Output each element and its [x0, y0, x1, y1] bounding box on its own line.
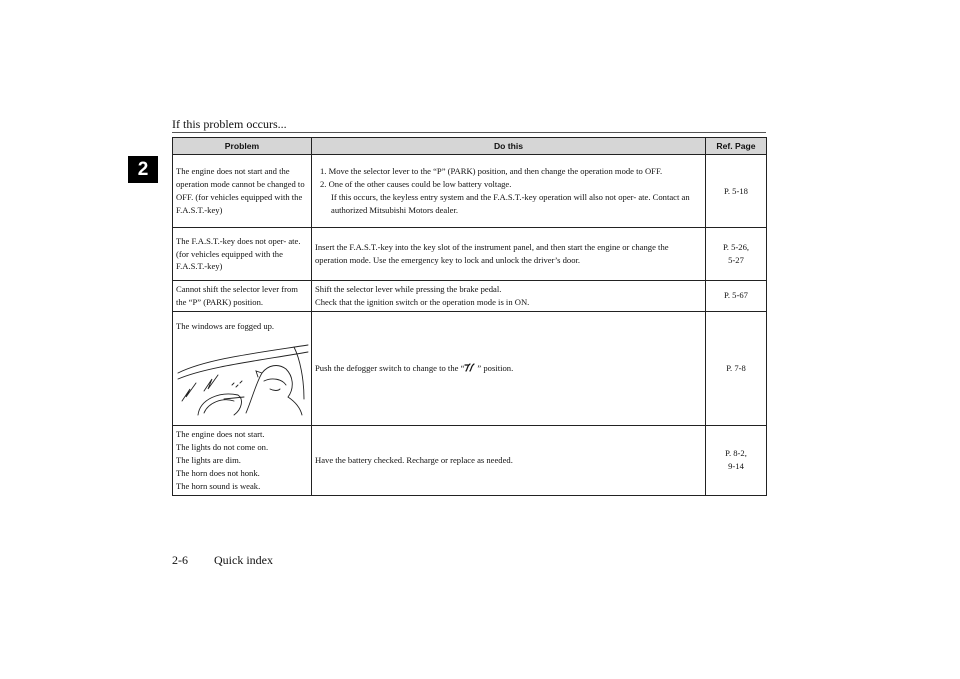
ref-line: 9-14 [728, 461, 744, 472]
action-line: Shift the selector lever while pressing the brake pedal. [315, 284, 502, 294]
problem-cell: Cannot shift the selector lever from the “P” (PARK) position. [173, 281, 312, 312]
ref-line: P. 8-2, [725, 448, 747, 459]
problem-text: The windows are fogged up. [176, 320, 275, 331]
header-rule [172, 132, 766, 133]
chapter-tab: 2 [128, 156, 158, 183]
table-row [173, 311, 767, 425]
problem-line: The F.A.S.T.-key does not oper- ate. [176, 235, 301, 246]
problem-line: The horn sound is weak. [176, 480, 261, 491]
problem-cell [173, 311, 312, 425]
table-row [173, 155, 767, 228]
action-text-prefix: Push the defogger switch to change to the “ [315, 362, 465, 373]
footer-page-number: 2-6 [172, 553, 188, 567]
action-step: 1. Move the selector lever to the “P” (PARK) position, and then change the operation mode to OFF. [320, 166, 663, 177]
table-row [173, 425, 767, 495]
action-cell [312, 281, 706, 312]
footer-section-name: Quick index [214, 553, 273, 567]
problem-cell [173, 425, 312, 495]
ref-page-cell [706, 228, 767, 281]
problem-line: The lights are dim. [176, 454, 241, 465]
ref-line: 5-27 [728, 255, 744, 265]
fogged-windshield-illustration [176, 339, 309, 417]
ref-page-cell: P. 7-8 [706, 311, 767, 425]
action-cell: Insert the F.A.S.T.-key into the key slot of the instrument panel, and then start the engine or change the operation mode. Use the emergency key to lock and unlock the driver’s door. [312, 228, 706, 281]
action-cell [312, 311, 706, 425]
problem-line: The lights do not come on. [176, 441, 269, 452]
action-cell: Have the battery checked. Recharge or replace as needed. [312, 425, 706, 495]
problem-cell: The engine does not start and the operation mode cannot be changed to OFF. (for vehicles equipped with the F.A.S.T.-key) [173, 155, 312, 228]
action-text-suffix: ” position. [477, 362, 514, 373]
problem-line: (for vehicles equipped with the F.A.S.T.-key) [176, 248, 283, 272]
table-row [173, 228, 767, 281]
problem-cell [173, 228, 312, 281]
defogger-icon [464, 362, 477, 372]
ref-page-cell: P. 5-67 [706, 281, 767, 312]
problem-line: The horn does not honk. [176, 467, 260, 478]
ref-page-cell: P. 5-18 [706, 155, 767, 228]
action-step: 2. One of the other causes could be low battery voltage. [320, 179, 512, 190]
ref-line: P. 5-26, [722, 242, 750, 253]
action-cell [312, 155, 706, 228]
table-row [173, 281, 767, 312]
column-header-ref-page: Ref. Page [706, 138, 767, 155]
column-header-problem: Problem [173, 138, 312, 155]
quick-index-table [172, 137, 767, 496]
action-line: Check that the ignition switch or the operation mode is in ON. [315, 296, 530, 307]
column-header-do-this: Do this [312, 138, 706, 155]
action-note: If this occurs, the keyless entry system and the F.A.S.T.-key operation will also not oper- ate. Contact an authorized Mitsubishi Motors dealer. [331, 192, 690, 215]
page-header-title: If this problem occurs... [172, 117, 287, 131]
table-header-row [173, 138, 767, 155]
ref-page-cell [706, 425, 767, 495]
problem-line: The engine does not start. [176, 429, 265, 440]
